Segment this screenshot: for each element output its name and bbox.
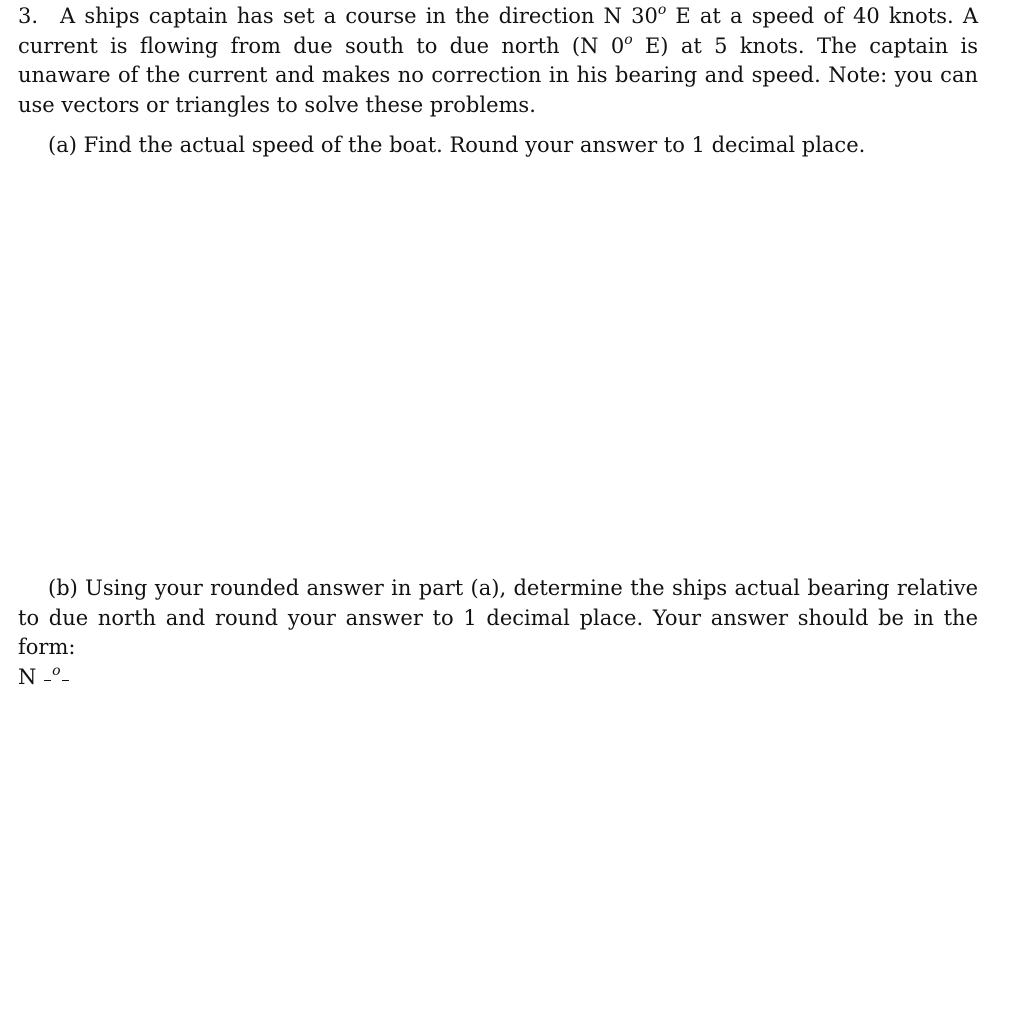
degree-symbol: o — [657, 2, 667, 18]
form-degree-symbol: o — [52, 662, 61, 679]
part-a-answer-space[interactable] — [18, 170, 978, 560]
part-a-question — [18, 131, 978, 161]
part-b-answer-space[interactable] — [18, 670, 978, 1000]
part-b-text: (b) Using your rounded answer in part (a), determine the ships actual bearing relative to due north and round your answer to 1 decimal place. Your answer should be in the form: — [18, 576, 978, 659]
form-prefix: N — [18, 664, 37, 689]
degree-symbol: o — [624, 31, 633, 48]
problem-number: 3. — [18, 4, 39, 28]
problem-text-part2: E at a speed of 40 knots. A current is flowing from due south to due north (N 0 — [18, 4, 978, 58]
problem-text-part1: A ships captain has set a course in the direction N 30 — [60, 4, 658, 28]
problem-statement — [18, 2, 978, 120]
part-a-text: (a) Find the actual speed of the boat. Round your answer to 1 decimal place. — [48, 133, 866, 157]
problem-text-part3: E) at 5 knots. The captain is unaware of the current and makes no correction in his bearing and speed. Note: you can use vectors or triangles to solve these problems. — [18, 33, 978, 117]
